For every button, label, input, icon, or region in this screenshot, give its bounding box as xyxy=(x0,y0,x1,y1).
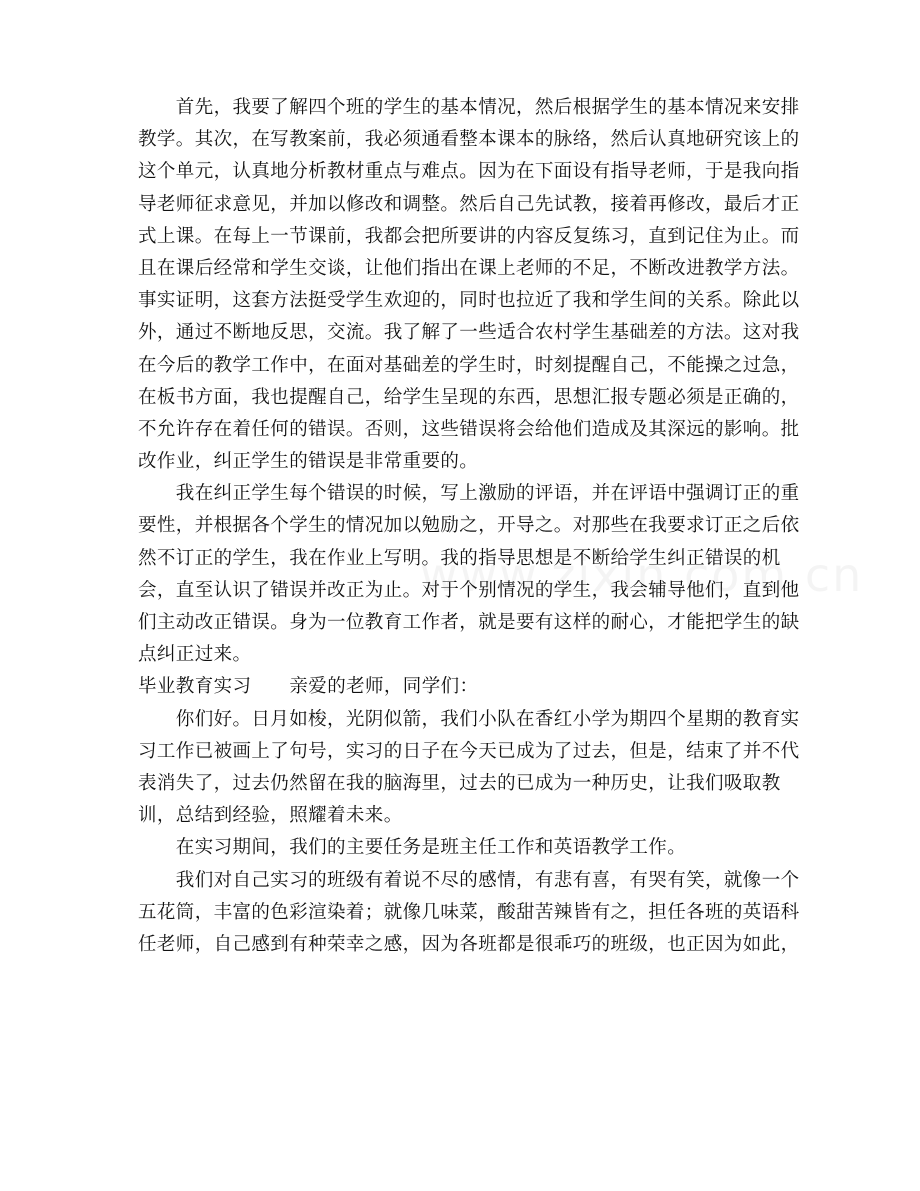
greeting: 亲爱的老师，同学们： xyxy=(289,676,479,698)
text-line: 会，直至认识了错误并改正为止。对于个别情况的学生，我会辅导他们，直到他 xyxy=(138,579,800,601)
text-line: 改作业，纠正学生的错误是非常重要的。 xyxy=(138,451,479,473)
paragraph-5 xyxy=(138,865,800,962)
text-line: 导老师征求意见，并加以修改和调整。然后自己先试教，接着再修改，最后才正 xyxy=(138,193,800,215)
section-heading xyxy=(138,671,788,703)
text-line: 们主动改正错误。身为一位教育工作者，就是要有这样的耐心，才能把学生的缺 xyxy=(138,612,800,633)
text-line: 任老师，自己感到有种荣幸之感，因为各班都是很乖巧的班级，也正因为如此， xyxy=(138,933,800,955)
text-line: 且在课后经常和学生交谈，让他们指出在课上老师的不足，不断改进教学方法。 xyxy=(138,257,800,279)
text-line: 首先，我要了解四个班的学生的基本情况，然后根据学生的基本情况来安排 xyxy=(138,97,800,118)
text-line: 你们好。日月如梭，光阴似箭，我们小队在香红小学为期四个星期的教育实 xyxy=(138,708,800,730)
text-line: 在实习期间，我们的主要任务是班主任工作和英语教学工作。 xyxy=(138,837,687,859)
paragraph-4 xyxy=(138,832,788,864)
text-line: 点纠正过来。 xyxy=(138,644,252,666)
paragraph-2 xyxy=(138,478,800,671)
text-line: 五花筒，丰富的色彩渲染着；就像几味菜，酸甜苦辣皆有之，担任各班的英语科 xyxy=(138,901,800,923)
text-line: 这个单元，认真地分析教材重点与难点。因为在下面设有指导老师，于是我向指 xyxy=(138,161,800,183)
text-line: 我在纠正学生每个错误的时候，写上激励的评语，并在评语中强调订正的重 xyxy=(138,483,800,505)
text-line: 在今后的教学工作中，在面对基础差的学生时，时刻提醒自己，不能操之过急， xyxy=(138,354,800,376)
paragraph-1 xyxy=(138,92,800,478)
text-line: 式上课。在每上一节课前，我都会把所要讲的内容反复练习，直到记住为止。而 xyxy=(138,225,800,247)
paragraph-3 xyxy=(138,704,800,833)
text-line: 表消失了，过去仍然留在我的脑海里，过去的已成为一种历史，让我们吸取教 xyxy=(138,772,781,794)
text-line: 在板书方面，我也提醒自己，给学生呈现的东西，思想汇报专题必须是正确的， xyxy=(138,386,800,408)
document-body xyxy=(138,92,800,961)
text-line: 然不订正的学生，我在作业上写明。我的指导思想是不断给学生纠正错误的机 xyxy=(138,547,781,569)
text-line: 要性，并根据各个学生的情况加以勉励之，开导之。对那些在我要求订正之后依 xyxy=(138,515,800,537)
section-title: 毕业教育实习 xyxy=(138,676,252,698)
text-line: 习工作已被画上了句号，实习的日子在今天已成为了过去，但是，结束了并不代 xyxy=(138,740,800,762)
text-line: 事实证明，这套方法挺受学生欢迎的，同时也拉近了我和学生间的关系。除此以 xyxy=(138,290,800,312)
text-line: 外，通过不断地反思，交流。我了解了一些适合农村学生基础差的方法。这对我 xyxy=(138,322,800,344)
text-line: 不允许存在着任何的错误。否则，这些错误将会给他们造成及其深远的影响。批 xyxy=(138,418,800,440)
text-line: 训，总结到经验，照耀着未来。 xyxy=(138,805,403,827)
text-line: 我们对自己实习的班级有着说不尽的感情，有悲有喜，有哭有笑，就像一个 xyxy=(138,869,800,891)
text-line: 教学。其次，在写教案前，我必须通看整本课本的脉络，然后认真地研究该上的 xyxy=(138,129,800,151)
